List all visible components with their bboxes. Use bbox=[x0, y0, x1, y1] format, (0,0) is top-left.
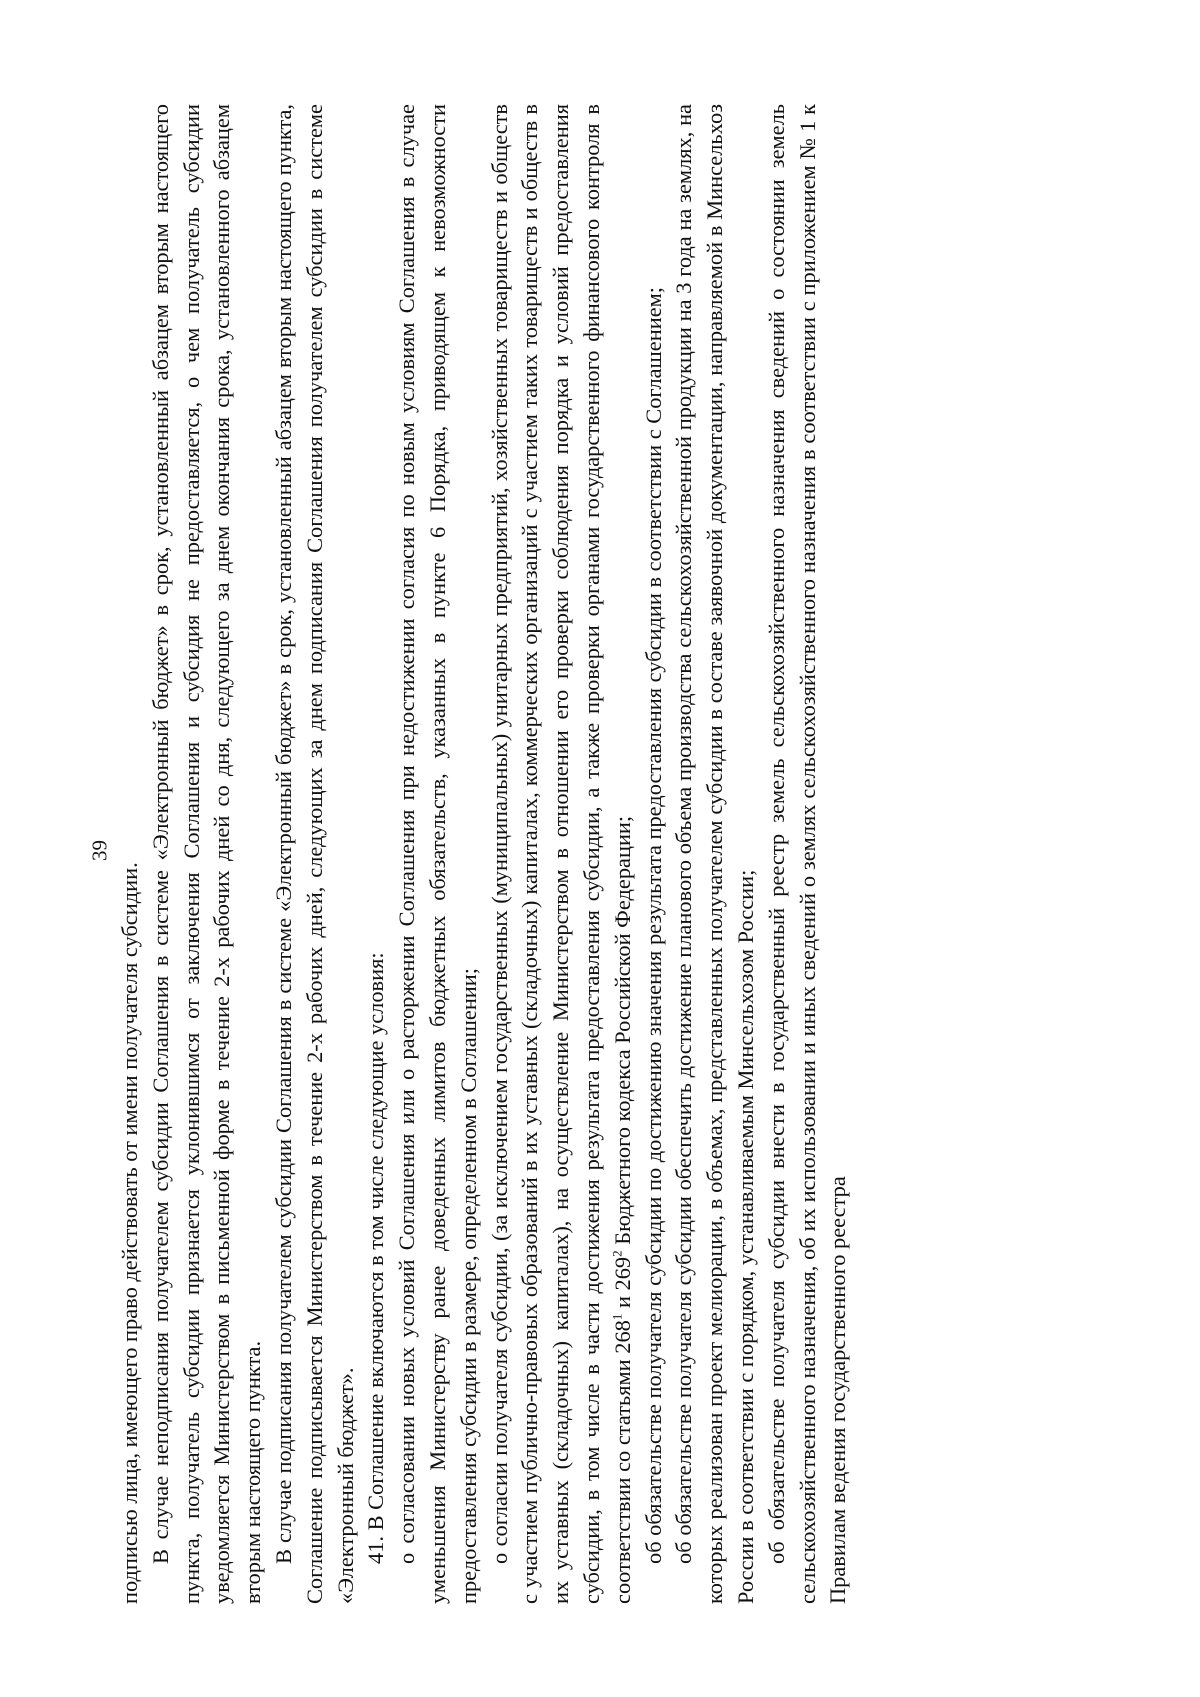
paragraph-result-obligation: об обязательстве получателя субсидии по достижению значения результата предоставления субсидии в соответствии с Соглашением; bbox=[640, 286, 666, 1564]
paragraph-unsigned-agreement: В случае неподписания получателем субсидии Соглашения в системе «Электронный бюджет» в срок, установленный абзацем вторым настоящего пункта, получатель субсидии признается уклонившимся от заключения Соглашения и субсидия не предоставляется, о чем получатель субсидии уведомляется Министерством в письменной форме в течение 2-х рабочих дней со дня, следующего за днем окончания срока, установленного абзацем вторым настоящего пункта. bbox=[147, 104, 266, 1604]
paragraph-continuation: подписью лица, имеющего право действовать от имени получателя субсидии. bbox=[117, 862, 142, 1604]
paragraph-clause-41: 41. В Соглашение включаются в том числе следующие условия: bbox=[363, 952, 389, 1564]
rotated-text-block bbox=[115, 104, 1075, 1604]
page-number: 39 bbox=[87, 840, 112, 861]
paragraph-registry-obligation: об обязательстве получателя субсидии внести в государственный реестр земель сельскохозяйственного назначения сведений о состоянии земель сельскохозяйственного назначения, об их использовании и иных сведений о землях сельскохозяйственного назначения в соответствии с приложением № 1 к Правилам ведения государственного реестра bbox=[763, 104, 851, 1604]
paragraph-production-obligation: об обязательстве получателя субсидии обеспечить достижение планового объема производства сельскохозяйственной продукции на 3 года на землях, на которых реализован проект мелиорации, в объемах, представленных получателем субсидии в составе заявочной документации, направляемой в Минсельхоз России в соответствии с порядком, устанавливаемым Минсельхозом России; bbox=[671, 104, 758, 1604]
paragraph-consent-inspection: о согласии получателя субсидии, (за исключением государственных (муниципальных) унитарных предприятий, хозяйственных товариществ и обществ с участием публично-правовых образований в их уставных (складочных) капиталах, коммерческих организаций с участием таких товариществ и обществ в их уставных (складочных) капиталах), на осуществление Министерством в отношении его проверки соблюдения порядка и условий предоставления субсидии, в том числе в части достижения результата предоставления субсидии, а также проверки органами государственного финансового контроля в соответствии со статьями $268^1$ и $269^2$ Бюджетного кодекса Российской Федерации; bbox=[486, 104, 635, 1604]
paragraph-new-conditions: о согласовании новых условий Соглашения или о расторжении Соглашения при недостижении согласия по новым условиям Соглашения в случае уменьшения Министерству ранее доведенных лимитов бюджетных обязательств, указанных в пункте 6 Порядка, приводящем к невозможности предоставления субсидии в размере, определенном в Соглашении; bbox=[394, 104, 481, 1604]
paragraph-signed-agreement: В случае подписания получателем субсидии Соглашения в системе «Электронный бюджет» в срок, установленный абзацем вторым настоящего пункта, Соглашение подписывается Министерством в течение 2-х рабочих дней, следующих за днем подписания Соглашения получателем субсидии в системе «Электронный бюджет». bbox=[270, 104, 358, 1604]
